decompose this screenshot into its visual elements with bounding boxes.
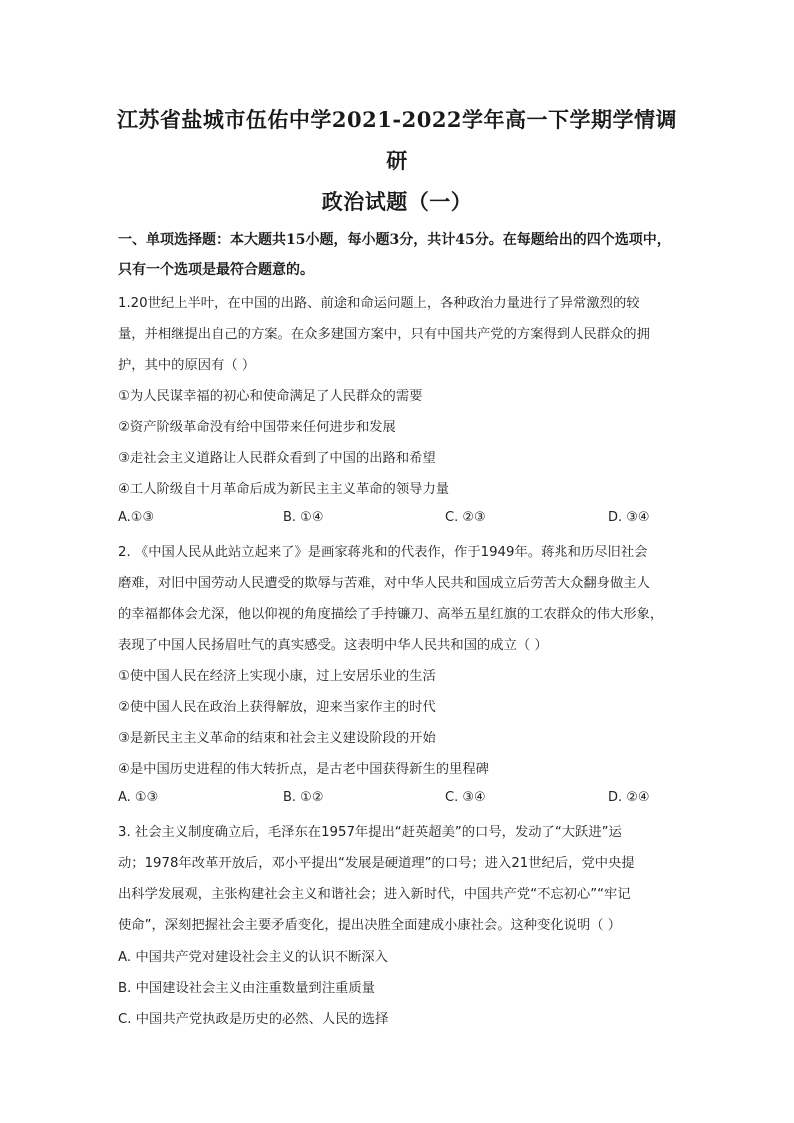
q1-item-4: ④工人阶级自十月革命后成为新民主主义革命的领导力量 <box>118 482 450 497</box>
q1-option-c[interactable]: C. ②③ <box>445 510 486 525</box>
page-title-line1: 江苏省盐城市伍佑中学2021-2022学年高一下学期学情调 <box>116 107 678 132</box>
q2-stem-line1: 2. 《中国人民从此站立起来了》是画家蒋兆和的代表作，作于1949年。蒋兆和历尽旧社会 <box>118 545 648 560</box>
q3-choice-c[interactable]: C. 中国共产党执政是历史的必然、人民的选择 <box>118 1012 389 1027</box>
q3-stem-line1: 3. 社会主义制度确立后，毛泽东在1957年提出“赶英超美”的口号，发动了“大跃进”运 <box>118 825 622 840</box>
q2-item-4: ④是中国历史进程的伟大转折点，是古老中国获得新生的里程碑 <box>118 762 489 777</box>
q2-item-1: ①使中国人民在经济上实现小康，过上安居乐业的生活 <box>118 669 436 684</box>
section-heading-line1: 一、单项选择题：本大题共15小题，每小题3分，共计45分。在每题给出的四个选项中， <box>118 232 671 248</box>
q2-option-b[interactable]: B. ①② <box>283 790 324 805</box>
q1-option-a[interactable]: A.①③ <box>118 510 155 525</box>
q1-item-3: ③走社会主义道路让人民群众看到了中国的出路和希望 <box>118 451 436 466</box>
q1-stem-line1: 1.20世纪上半叶，在中国的出路、前途和命运问题上，各种政治力量进行了异常激烈的较 <box>118 296 640 311</box>
q2-stem-line2: 磨难，对旧中国劳动人民遭受的欺辱与苦难，对中华人民共和国成立后劳苦大众翻身做主人 <box>118 576 650 591</box>
q1-item-1: ①为人民谋幸福的初心和使命满足了人民群众的需要 <box>118 389 423 404</box>
q1-options <box>118 510 678 530</box>
q2-item-3: ③是新民主主义革命的结束和社会主义建设阶段的开始 <box>118 731 436 746</box>
q1-item-2: ②资产阶级革命没有给中国带来任何进步和发展 <box>118 420 396 435</box>
q1-stem-line2: 量，并相继提出自己的方案。在众多建国方案中，只有中国共产党的方案得到人民群众的拥 <box>118 327 650 342</box>
q3-choice-a[interactable]: A. 中国共产党对建设社会主义的认识不断深入 <box>118 950 388 965</box>
q2-option-a[interactable]: A. ①③ <box>118 790 159 805</box>
q2-item-2: ②使中国人民在政治上获得解放，迎来当家作主的时代 <box>118 700 436 715</box>
q2-options <box>118 790 678 810</box>
q3-stem-line3: 出科学发展观，主张构建社会主义和谐社会；进入新时代，中国共产党“不忘初心”“牢记 <box>118 887 631 902</box>
section-heading-line2: 只有一个选项是最符合题意的。 <box>118 262 314 278</box>
q2-option-c[interactable]: C. ③④ <box>445 790 486 805</box>
q2-stem-line4: 表现了中国人民扬眉吐气的真实感受。这表明中华人民共和国的成立（ ） <box>118 638 548 653</box>
section-heading <box>118 225 688 285</box>
q1-option-d[interactable]: D. ③④ <box>608 510 650 525</box>
q3-stem-line2: 动；1978年改革开放后，邓小平提出“发展是硬道理”的口号；进入21世纪后，党中央提 <box>118 856 635 871</box>
q1-option-b[interactable]: B. ①④ <box>283 510 324 525</box>
q3-stem-line4: 使命”，深刻把握社会主要矛盾变化，提出决胜全面建成小康社会。这种变化说明（ ） <box>118 918 622 933</box>
page-title-line2: 研 <box>386 148 408 173</box>
page-subtitle: 政治试题（一） <box>321 189 473 214</box>
q3-choice-b[interactable]: B. 中国建设社会主义由注重数量到注重质量 <box>118 981 375 996</box>
q2-stem-line3: 的幸福都体会尤深，他以仰视的角度描绘了手持镰刀、高举五星红旗的工农群众的伟大形象， <box>118 607 664 622</box>
q2-option-d[interactable]: D. ②④ <box>608 790 650 805</box>
q1-stem-line3: 护，其中的原因有（ ） <box>118 358 256 373</box>
